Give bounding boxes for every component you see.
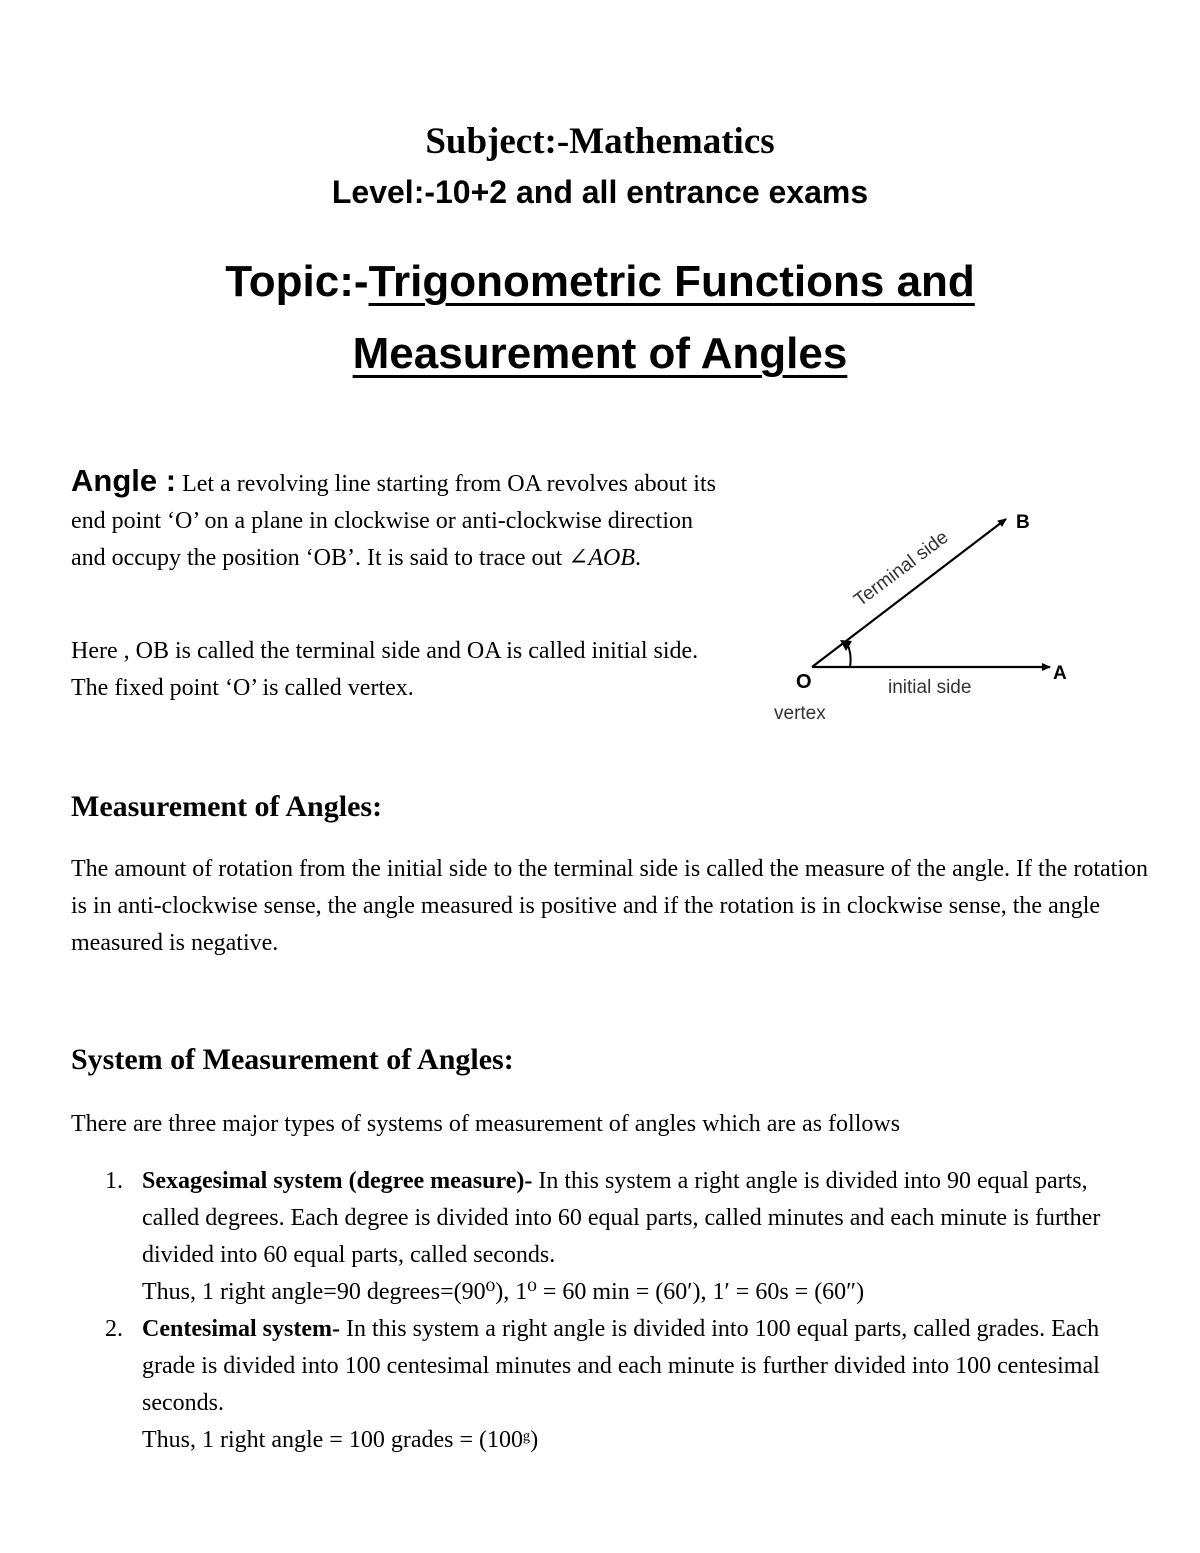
sexagesimal-title: Sexagesimal system (degree measure)-: [142, 1168, 533, 1194]
list-number: 1.: [105, 1168, 123, 1194]
list-item: [71, 1163, 1131, 1311]
measurement-heading: Measurement of Angles:: [71, 790, 383, 823]
system-intro: There are three major types of systems of measurement of angles which are as follows: [71, 1111, 901, 1137]
sexagesimal-formula: Thus, 1 right angle=90 degrees=(90⁰), 1⁰ = 60 min = (60′), 1′ = 60s = (60″): [142, 1279, 865, 1305]
topic-prefix: Topic:-: [225, 257, 369, 306]
angle-text-end: .: [635, 545, 641, 571]
system-heading: System of Measurement of Angles:: [71, 1043, 514, 1076]
subject-line: Subject:-Mathematics: [425, 121, 775, 162]
angle-heading: Angle :: [71, 463, 177, 498]
point-a-label: A: [1053, 663, 1067, 684]
vertex-label: vertex: [774, 703, 826, 724]
initial-side-label: initial side: [888, 677, 972, 698]
topic-title-part-2: Measurement of Angles: [352, 329, 848, 378]
angle-aob-math: ∠AOB: [568, 545, 635, 571]
point-o-label: O: [796, 671, 812, 693]
measurement-systems-list: [71, 1163, 1131, 1459]
sexagesimal-text: In this system a right angle is divided into 90 equal parts, called degrees. Each degree is divided into 60 equal parts, called minutes and each minute is further divided into 60 equal parts, called seconds.: [142, 1168, 1101, 1268]
measurement-text: [71, 851, 1151, 962]
topic-title-line-2: [0, 318, 1200, 390]
level-line: Level:-10+2 and all entrance exams: [331, 174, 869, 210]
angle-text: Let a revolving line starting from OA revolves about its end point ‘O’ on a plane in clockwise or anti-clockwise direction and occupy the position ‘OB’. It is said to trace out: [71, 471, 716, 571]
list-number: 2.: [105, 1316, 123, 1342]
measurement-sentence: The amount of rotation from the initial side to the terminal side is called the measure of the angle. If the rotation is in anti-clockwise sense, the angle measured is positive and if the rotation is in clockwise sense, the angle measured is negative.: [71, 856, 1148, 956]
terminal-side-line: [812, 519, 1006, 667]
point-b-label: B: [1016, 512, 1030, 533]
terminal-side-label: Terminal side: [850, 526, 953, 611]
terminal-initial-text: [71, 633, 731, 707]
centesimal-formula: Thus, 1 right angle = 100 grades = (100ᵍ): [142, 1427, 539, 1453]
topic-title-line-1: [0, 246, 1200, 318]
centesimal-text: In this system a right angle is divided into 100 equal parts, called grades. Each grade is divided into 100 centesimal minutes and each minute is further divided into 100 centesimal seconds.: [142, 1316, 1100, 1416]
list-item: [71, 1311, 1131, 1459]
topic-title-part-1: Trigonometric Functions and: [368, 257, 975, 306]
angle-diagram: [760, 500, 1100, 740]
angle-definition: [71, 462, 731, 577]
centesimal-title: Centesimal system-: [142, 1316, 340, 1342]
terminal-initial-sentence: Here , OB is called the terminal side and OA is called initial side. The fixed point ‘O’ is called vertex.: [71, 638, 699, 701]
